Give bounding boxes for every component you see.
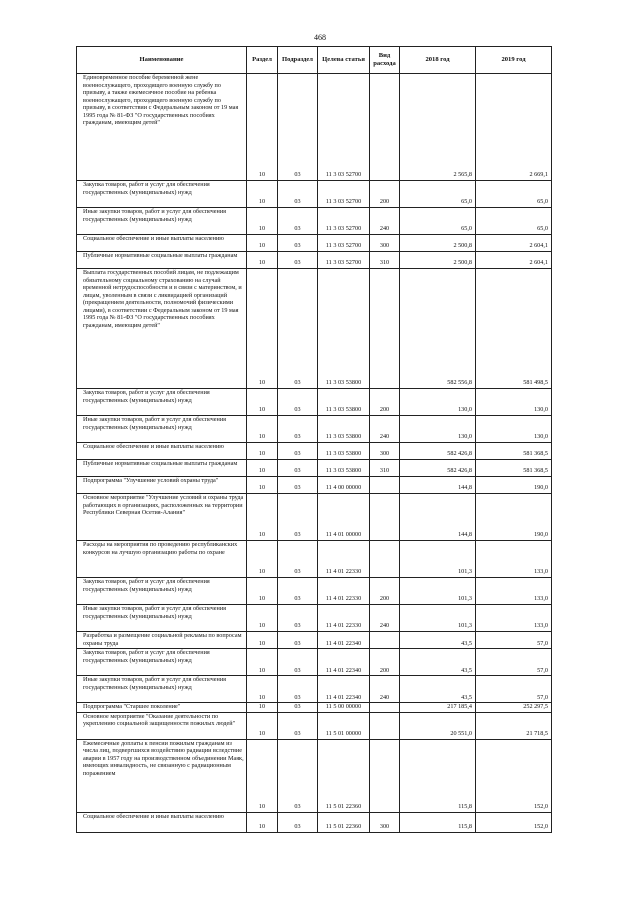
row-2018: 130,0 — [400, 416, 476, 443]
row-2019: 581 498,5 — [476, 269, 552, 389]
table-row — [77, 541, 552, 578]
row-podrazdel: 03 — [278, 208, 318, 235]
row-podrazdel: 03 — [278, 181, 318, 208]
row-2018: 43,5 — [400, 676, 476, 703]
row-vid: 300 — [370, 443, 400, 460]
row-name: Иные закупки товаров, работ и услуг для обеспечения государственных (муниципальных) нужд — [77, 208, 247, 235]
table-row — [77, 181, 552, 208]
row-razdel: 10 — [247, 252, 278, 269]
row-vid — [370, 739, 400, 812]
table-row — [77, 605, 552, 632]
row-statya: 11 4 00 00000 — [318, 477, 370, 494]
table-row — [77, 443, 552, 460]
row-name: Закупка товаров, работ и услуг для обеспечения государственных (муниципальных) нужд — [77, 578, 247, 605]
row-statya: 11 3 03 53800 — [318, 416, 370, 443]
table-row — [77, 235, 552, 252]
row-2019: 65,0 — [476, 208, 552, 235]
row-name: Основное мероприятие "Оказание деятельности по укреплению социальной защищенности пожилых людей" — [77, 712, 247, 739]
row-vid: 200 — [370, 578, 400, 605]
row-vid — [370, 74, 400, 181]
row-2019: 133,0 — [476, 578, 552, 605]
row-razdel: 10 — [247, 649, 278, 676]
row-podrazdel: 03 — [278, 676, 318, 703]
row-podrazdel: 03 — [278, 703, 318, 713]
table-row — [77, 208, 552, 235]
table-row — [77, 812, 552, 832]
row-podrazdel: 03 — [278, 235, 318, 252]
row-name: Закупка товаров, работ и услуг для обеспечения государственных (муниципальных) нужд — [77, 389, 247, 416]
page-number: 468 — [314, 33, 326, 42]
row-2018: 65,0 — [400, 208, 476, 235]
row-razdel: 10 — [247, 416, 278, 443]
row-name: Расходы на мероприятия по проведению республиканских конкурсов на лучшую организацию работы по охране — [77, 541, 247, 578]
row-2018: 130,0 — [400, 389, 476, 416]
row-2018: 43,5 — [400, 649, 476, 676]
row-vid: 310 — [370, 460, 400, 477]
row-name: Закупка товаров, работ и услуг для обеспечения государственных (муниципальных) нужд — [77, 181, 247, 208]
row-2019: 133,0 — [476, 605, 552, 632]
row-razdel: 10 — [247, 494, 278, 541]
row-name: Основное мероприятие "Улучшение условий и охраны труда работающих в организациях, расположенных на территории Республики Северная Осетия-Алания" — [77, 494, 247, 541]
row-podrazdel: 03 — [278, 269, 318, 389]
row-name: Подпрограмма "Улучшение условий охраны труда" — [77, 477, 247, 494]
row-vid — [370, 269, 400, 389]
header-statya: Целева статья — [318, 47, 370, 74]
row-statya: 11 4 01 22330 — [318, 541, 370, 578]
row-podrazdel: 03 — [278, 649, 318, 676]
row-2018: 65,0 — [400, 181, 476, 208]
header-2019: 2019 год — [476, 47, 552, 74]
row-podrazdel: 03 — [278, 416, 318, 443]
row-razdel: 10 — [247, 235, 278, 252]
row-2019: 133,0 — [476, 541, 552, 578]
row-2018: 582 426,8 — [400, 443, 476, 460]
table-body — [77, 74, 552, 833]
row-2018: 43,5 — [400, 632, 476, 649]
row-2019: 252 297,5 — [476, 703, 552, 713]
row-razdel: 10 — [247, 712, 278, 739]
row-razdel: 10 — [247, 541, 278, 578]
row-name: Социальное обеспечение и иные выплаты населению — [77, 812, 247, 832]
row-statya: 11 4 01 22340 — [318, 676, 370, 703]
row-name: Публичные нормативные социальные выплаты гражданам — [77, 460, 247, 477]
row-2018: 101,3 — [400, 605, 476, 632]
row-2019: 581 368,5 — [476, 460, 552, 477]
row-name: Ежемесячные доплаты к пенсии пожилым гражданам из числа лиц, подвергшихся воздействию радиации вследствие аварии в 1957 году на производственном объединении Маяк, имеющих инвалидность, не связанную с радиационным поражением — [77, 739, 247, 812]
table-row — [77, 494, 552, 541]
table-row — [77, 389, 552, 416]
row-name: Иные закупки товаров, работ и услуг для обеспечения государственных (муниципальных) нужд — [77, 676, 247, 703]
row-statya: 11 5 01 00000 — [318, 712, 370, 739]
row-vid: 300 — [370, 235, 400, 252]
row-razdel: 10 — [247, 739, 278, 812]
row-2018: 115,8 — [400, 812, 476, 832]
row-2018: 582 556,8 — [400, 269, 476, 389]
row-razdel: 10 — [247, 812, 278, 832]
table-row — [77, 460, 552, 477]
row-name: Подпрограмма "Старшее поколение" — [77, 703, 247, 713]
row-2018: 101,3 — [400, 541, 476, 578]
row-razdel: 10 — [247, 703, 278, 713]
row-2018: 20 551,0 — [400, 712, 476, 739]
row-razdel: 10 — [247, 676, 278, 703]
row-razdel: 10 — [247, 269, 278, 389]
row-statya: 11 5 00 00000 — [318, 703, 370, 713]
row-name: Выплата государственных пособий лицам, не подлежащим обязательному социальному страхованию на случай временной нетрудоспособности и в связи с материнством, и лицам, уволенным в связи с ликвидацией организаций (прекращением деятельности, полномочий физическими лицами), в соответствии с Федеральным законом от 19 мая 1995 года № 81-ФЗ "О государственных пособиях гражданам, имеющим детей" — [77, 269, 247, 389]
table-row — [77, 703, 552, 713]
table-row — [77, 269, 552, 389]
row-vid: 200 — [370, 181, 400, 208]
row-name: Иные закупки товаров, работ и услуг для обеспечения государственных (муниципальных) нужд — [77, 416, 247, 443]
row-podrazdel: 03 — [278, 477, 318, 494]
row-razdel: 10 — [247, 578, 278, 605]
row-podrazdel: 03 — [278, 460, 318, 477]
row-podrazdel: 03 — [278, 739, 318, 812]
row-statya: 11 3 03 52700 — [318, 208, 370, 235]
row-name: Социальное обеспечение и иные выплаты населению — [77, 235, 247, 252]
row-name: Единовременное пособие беременной жене военнослужащего, проходящего военную службу по призыву, а также ежемесячное пособие на ребенка военнослужащего, проходящего военную службу по призыву, в соответствии с Федеральным законом от 19 мая 1995 года № 81-ФЗ "О государственных пособиях гражданам, имеющим детей" — [77, 74, 247, 181]
row-razdel: 10 — [247, 389, 278, 416]
header-vid: Вид расхода — [370, 47, 400, 74]
header-razdel: Раздел — [247, 47, 278, 74]
row-vid: 240 — [370, 605, 400, 632]
row-name: Иные закупки товаров, работ и услуг для обеспечения государственных (муниципальных) нужд — [77, 605, 247, 632]
row-statya: 11 4 01 22330 — [318, 605, 370, 632]
row-razdel: 10 — [247, 74, 278, 181]
row-razdel: 10 — [247, 443, 278, 460]
row-vid: 200 — [370, 649, 400, 676]
table-row — [77, 739, 552, 812]
table-row — [77, 649, 552, 676]
header-name: Наименование — [77, 47, 247, 74]
row-2018: 144,8 — [400, 477, 476, 494]
table-row — [77, 74, 552, 181]
row-statya: 11 4 01 00000 — [318, 494, 370, 541]
row-podrazdel: 03 — [278, 389, 318, 416]
row-2019: 2 669,1 — [476, 74, 552, 181]
row-razdel: 10 — [247, 181, 278, 208]
row-2019: 65,0 — [476, 181, 552, 208]
table-row — [77, 416, 552, 443]
row-vid: 240 — [370, 676, 400, 703]
row-podrazdel: 03 — [278, 632, 318, 649]
table-row — [77, 252, 552, 269]
row-2018: 2 565,8 — [400, 74, 476, 181]
row-2019: 21 718,5 — [476, 712, 552, 739]
table-row — [77, 477, 552, 494]
row-2019: 2 604,1 — [476, 235, 552, 252]
header-podrazdel: Подраздел — [278, 47, 318, 74]
row-2019: 57,0 — [476, 676, 552, 703]
row-statya: 11 5 01 22360 — [318, 812, 370, 832]
row-statya: 11 3 03 53800 — [318, 443, 370, 460]
row-podrazdel: 03 — [278, 578, 318, 605]
row-vid — [370, 541, 400, 578]
row-podrazdel: 03 — [278, 712, 318, 739]
table-row — [77, 632, 552, 649]
row-2018: 2 500,8 — [400, 235, 476, 252]
row-vid: 310 — [370, 252, 400, 269]
row-podrazdel: 03 — [278, 812, 318, 832]
row-2018: 2 500,8 — [400, 252, 476, 269]
row-2019: 152,0 — [476, 739, 552, 812]
row-vid: 240 — [370, 416, 400, 443]
row-podrazdel: 03 — [278, 605, 318, 632]
row-2018: 101,3 — [400, 578, 476, 605]
row-vid — [370, 712, 400, 739]
row-vid: 200 — [370, 389, 400, 416]
row-vid — [370, 477, 400, 494]
row-statya: 11 3 03 53800 — [318, 269, 370, 389]
row-2019: 130,0 — [476, 416, 552, 443]
table-row — [77, 578, 552, 605]
row-statya: 11 4 01 22330 — [318, 578, 370, 605]
row-name: Публичные нормативные социальные выплаты гражданам — [77, 252, 247, 269]
row-podrazdel: 03 — [278, 541, 318, 578]
row-statya: 11 3 03 53800 — [318, 460, 370, 477]
row-2018: 217 185,4 — [400, 703, 476, 713]
row-razdel: 10 — [247, 605, 278, 632]
row-2019: 57,0 — [476, 649, 552, 676]
row-statya: 11 3 03 52700 — [318, 74, 370, 181]
row-statya: 11 5 01 22360 — [318, 739, 370, 812]
row-statya: 11 3 03 52700 — [318, 235, 370, 252]
row-2019: 152,0 — [476, 812, 552, 832]
row-vid: 300 — [370, 812, 400, 832]
row-podrazdel: 03 — [278, 443, 318, 460]
row-vid — [370, 632, 400, 649]
row-name: Разработка и размещение социальной рекламы по вопросам охраны труда — [77, 632, 247, 649]
row-2019: 57,0 — [476, 632, 552, 649]
row-razdel: 10 — [247, 208, 278, 235]
row-statya: 11 4 01 22340 — [318, 649, 370, 676]
table-row — [77, 676, 552, 703]
budget-table — [76, 46, 552, 833]
row-name: Закупка товаров, работ и услуг для обеспечения государственных (муниципальных) нужд — [77, 649, 247, 676]
row-vid: 240 — [370, 208, 400, 235]
row-2018: 144,8 — [400, 494, 476, 541]
row-statya: 11 4 01 22340 — [318, 632, 370, 649]
row-statya: 11 3 03 52700 — [318, 252, 370, 269]
table-row — [77, 712, 552, 739]
row-razdel: 10 — [247, 632, 278, 649]
row-statya: 11 3 03 52700 — [318, 181, 370, 208]
row-2019: 190,0 — [476, 494, 552, 541]
row-vid — [370, 703, 400, 713]
row-name: Социальное обеспечение и иные выплаты населению — [77, 443, 247, 460]
row-vid — [370, 494, 400, 541]
row-2019: 130,0 — [476, 389, 552, 416]
row-razdel: 10 — [247, 477, 278, 494]
row-2019: 2 604,1 — [476, 252, 552, 269]
row-2018: 115,8 — [400, 739, 476, 812]
row-podrazdel: 03 — [278, 74, 318, 181]
row-podrazdel: 03 — [278, 252, 318, 269]
row-2019: 581 368,5 — [476, 443, 552, 460]
header-2018: 2018 год — [400, 47, 476, 74]
row-2018: 582 426,8 — [400, 460, 476, 477]
row-razdel: 10 — [247, 460, 278, 477]
row-statya: 11 3 03 53800 — [318, 389, 370, 416]
row-podrazdel: 03 — [278, 494, 318, 541]
table-header-row — [77, 47, 552, 74]
row-2019: 190,0 — [476, 477, 552, 494]
